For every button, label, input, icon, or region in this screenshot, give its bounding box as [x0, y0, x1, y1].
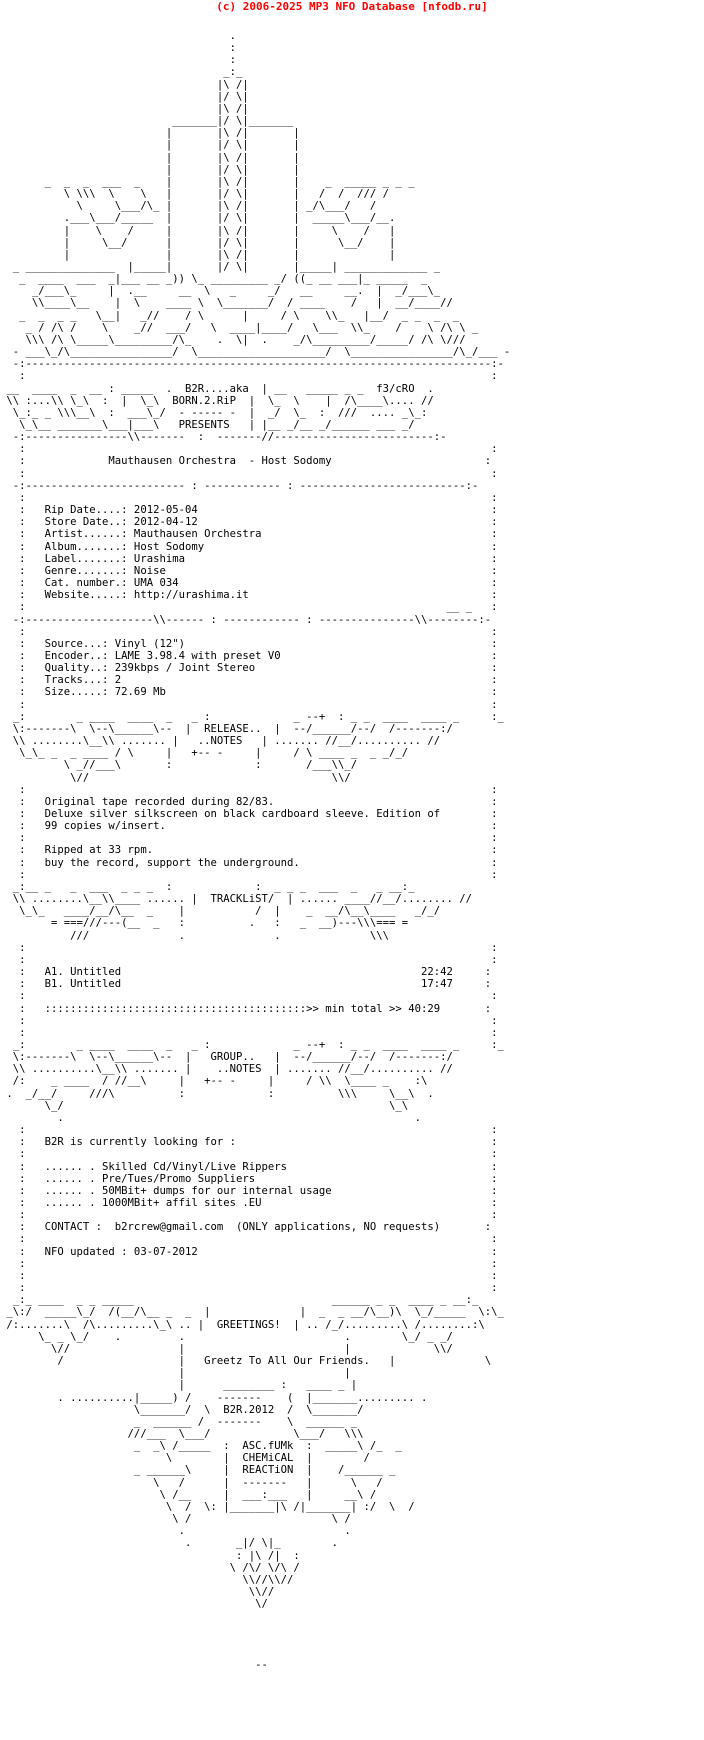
copyright-header: (c) 2006-2025 MP3 NFO Database [nfodb.ru] — [216, 0, 488, 13]
nfo-ascii-art: . : : _:_ |\ /| |/ \| |\ /| _______|/ \|_______ | |\ /| | | |/ \| | | |\ /| | | |/ \| | _ _ _ ___ _ | |\ /| | _ _____ _ _ _ \ \\\ \ \ | |/ \| | / / /// / \ \___/\_ | |\ /| | _/\___/ / .___\___/_____ | |/ \| | _____\___/__. | \ / | |\ /| | \ / | | \__/ | |/ \| | \__/ | | | |\ /| | | _ ______________ |_____| |/ \| |_____| _____________ _ _ ____ ___ _|___ __ _)) \_ _________ _/ ((_ __ ___|_ _____ _ _/___\_ | .__ __ \ _ _/ __ __. | _/___\_ \\____\__ | \ ____ \ \_______/ / ____ / | __/____// _ _ _ _ \__| _// / \ | / \ \\_ |__/ _ _ _ _ _ / /\ / \ _// ___/ \ ____|____/ \___ \\_ / \ /\ \ _ \\\ /\ \_____\_________/\_ . \| . _/\_________/_____/ /\ \/// - ___\_/\________________/ \____________________/ \________________/\_/___ - -:-------------------------------------------------------------------------:- : : __ ____ _ __ : _____ . B2R....aka | __ _____ _ _ f3/cRO . \\ :...\\ \_\ : | \_\ BORN.2.RiP | \_ \ | /\____\.... // \_:_ _ \\\__\ : ___\_/ - ----- - | _/ \_ : /// .... _\_: \_\__ _______\___|___\ PRESENTS | |__ _/__ _/______ ___ _/ -:----------------\\------- : -------//-------------------------:- : : : Mauthausen Orchestra - Host Sodomy : : : -:------------------------- : ------------ : --------------------------:- : : : Rip Date....: 2012-05-04 : : Store Date..: 2012-04-12 : : Artist......: Mauthausen Orchestra : : Album.......: Host Sodomy : : Label.......: Urashima : : Genre.......: Noise : : Cat. number.: UMA 034 : : Website.....: http://urashima.it : : __ _ : -:--------------------\\------ : ------------ : ---------------\\--------:- : : : Source...: Vinyl (12") : : Encoder..: LAME 3.98.4 with preset V0 : : Quality..: 239kbps / Joint Stereo : : Tracks...: 2 : : Size.....: 72.69 Mb : : : _: _ ____ ____ _ _ : _ --+ : _ _ ____ ____ _ :_ \:-------\ \--\______\-- | RELEASE.. | --/______/--/ /-------:/ \\ ........\__\\ ....... | ..NOTES | ....... //__/.......... // \_\_ _ _ ____ / \ | +-- - | / \ ____ _ _ _/_/ \ _//___\ : : /___\\_/ \// \\/ : : : Original tape recorded during 82/83. : : Deluxe silver silkscreen on black cardboard sleeve. Edition of : : 99 copies w/insert. : : : : Ripped at 33 rpm. : : buy the record, support the underground. : : : _:__ _ _ ___ _ _ _ : : _ _ _ ___ _ _ __:_ \\ ........\__\\____ ...... | TRACKLiST/ | ...... ____//__/........ // \_\_ ____/__/\__ _ | / | _ __/\__\____ _/_/ = ===///---(__ _ : . : _ __)---\\\=== = /// . . \\\ : : : : : A1. Untitled 22:42 : : B1. Untitled 17:47 : : : : :::::::::::::::::::::::::::::::::::::::::>> min total >> 40:29 : : : : : _: _ ____ ____ _ _ : _ --+ : _ _ ____ ____ _ :_ \:-------\ \--\______\-- | GROUP.. | --/______/--/ /-------:/ \\ ..........\__\\ ....... | ..NOTES | ....... //__/.......... // /: _ ____ / //__\ | +-- - | / \\ \____ _ :\ . _/__/ ///\ : : \\\ \__\ . \_/ \_\ . . : : : B2R is currently looking for : : : : : ...... . Skilled Cd/Vinyl/Live Rippers : : ...... . Pre/Tues/Promo Suppliers : : ...... . 50MBit+ dumps for our internal usage : : ...... . 1000MBit+ affil sites .EU : : : : CONTACT : b2rcrew@gmail.com (ONLY applications, NO requests) : : : : NFO updated : 03-07-2012 : : : : : : : _:_ ____ _ _ _____ ______ _ _ ____ _ __:_ _\:/ _____\_/ /(__/\__ _ _ | | _ _ __/\__)\ \_/_____ \:\_ /:.......\ /\.........\_\ .. | GREETINGS! | .. /_/.........\ /........:\ \_ _ \_/ . . . \_/ _ _/ \// | | \\/ / | Greetz To All Our Friends. | \ | | | ________ : ____ _ | . ..........|_____) / ------- ( |_______......... . \_______/ \ B2R.2012 / \_______/ _ ______ / ------- \ ______ _ ///___ \___/ \___/ \\\ _ _\ /_____ : ASC.fUMk : _____\ /_ _ \ | CHEMiCAL | / _ ______\ | REACTiON | /______ _ \ / | ------- | \ / \ /__ | ___:___ | __\ / \ / \: |_______|\ /|_______| :/ \ / \ / \ / . . . _|/ \|_ . : |\ /| : \ /\/ \/\ / \\//\\// \\// \/ -- — [6, 30, 511, 1671]
